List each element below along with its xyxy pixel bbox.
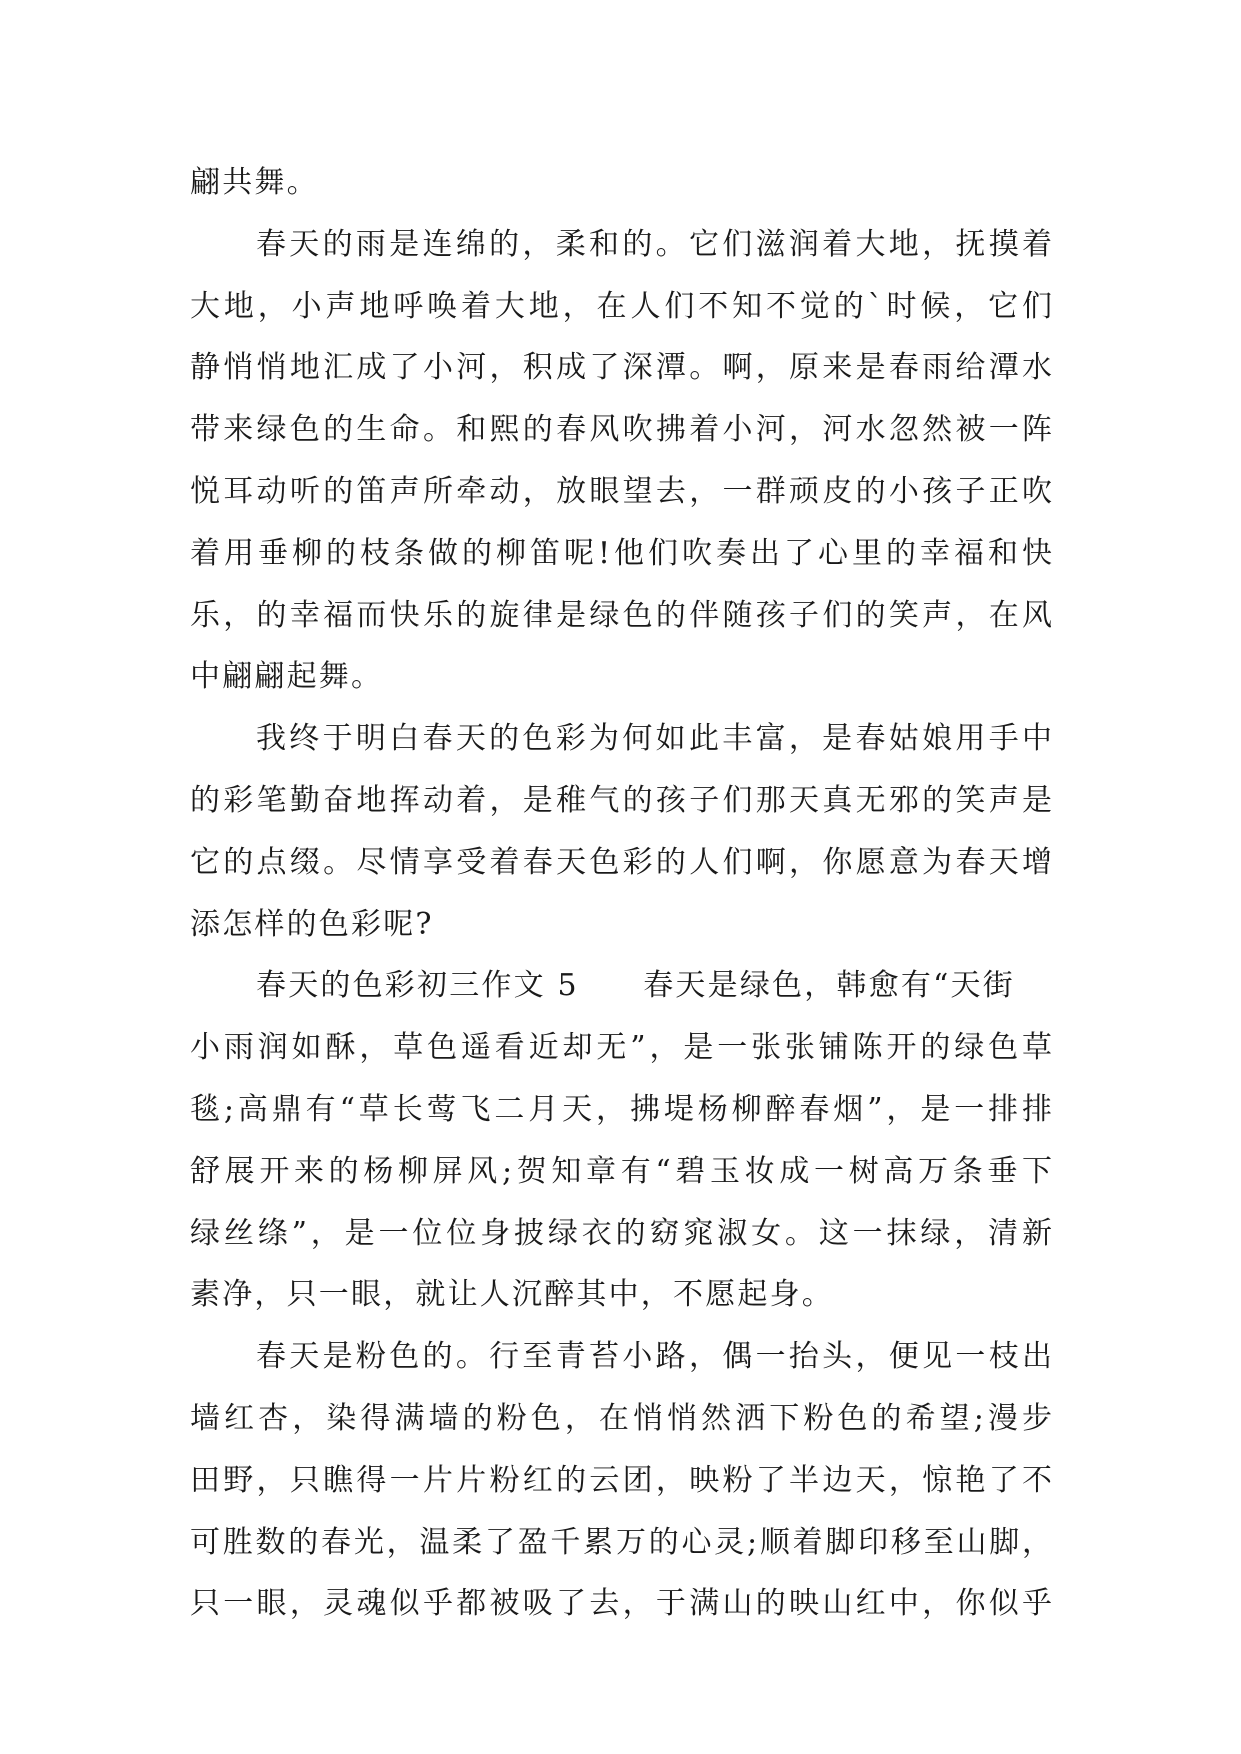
text-line: 乐，的幸福而快乐的旋律是绿色的伴随孩子们的笑声，在风 (190, 597, 1052, 633)
text-line: 素净，只一眼，就让人沉醉其中，不愿起身。 (190, 1277, 834, 1313)
text-line: 中翩翩起舞。 (190, 659, 384, 695)
text-line: 小雨润如酥，草色遥看近却无”，是一张张铺陈开的绿色草 (190, 1030, 1052, 1066)
text-line: 带来绿色的生命。和熙的春风吹拂着小河，河水忽然被一阵 (190, 412, 1052, 448)
text-line: 舒展开来的杨柳屏风;贺知章有“碧玉妆成一树高万条垂下 (190, 1153, 1052, 1189)
text-line: 墙红杏，染得满墙的粉色，在悄悄然洒下粉色的希望;漫步 (190, 1400, 1052, 1436)
paragraph-first-line: 春天是粉色的。行至青苔小路，偶一抬头，便见一枝出 (256, 1339, 1052, 1375)
text-line: 静悄悄地汇成了小河，积成了深潭。啊，原来是春雨给潭水 (190, 350, 1052, 386)
paragraph-first-line: 春天的雨是连绵的，柔和的。它们滋润着大地，抚摸着 (256, 226, 1052, 262)
paragraph-first-line: 春天的色彩初三作文 5 春天是绿色，韩愈有“天街 (256, 968, 1015, 1004)
paragraph-first-line: 我终于明白春天的色彩为何如此丰富，是春姑娘用手中 (256, 721, 1052, 757)
text-line: 毯;高鼎有“草长莺飞二月天，拂堤杨柳醉春烟”，是一排排 (190, 1091, 1052, 1127)
text-line: 可胜数的春光，温柔了盈千累万的心灵;顺着脚印移至山脚， (190, 1524, 1052, 1560)
document-body (190, 152, 1052, 1635)
text-line: 田野，只瞧得一片片粉红的云团，映粉了半边天，惊艳了不 (190, 1462, 1052, 1498)
text-line: 大地，小声地呼唤着大地，在人们不知不觉的`时候，它们 (190, 288, 1052, 324)
text-line: 悦耳动听的笛声所牵动，放眼望去，一群顽皮的小孩子正吹 (190, 473, 1052, 509)
text-line: 添怎样的色彩呢? (190, 906, 434, 942)
text-line: 翩共舞。 (190, 165, 319, 200)
text-line: 只一眼，灵魂似乎都被吸了去，于满山的映山红中，你似乎 (190, 1586, 1052, 1622)
text-line: 它的点缀。尽情享受着春天色彩的人们啊，你愿意为春天增 (190, 844, 1052, 880)
text-line: 绿丝绦”，是一位位身披绿衣的窈窕淑女。这一抹绿，清新 (190, 1215, 1052, 1251)
text-line: 着用垂柳的枝条做的柳笛呢!他们吹奏出了心里的幸福和快 (190, 535, 1052, 571)
text-line: 的彩笔勤奋地挥动着，是稚气的孩子们那天真无邪的笑声是 (190, 782, 1052, 818)
